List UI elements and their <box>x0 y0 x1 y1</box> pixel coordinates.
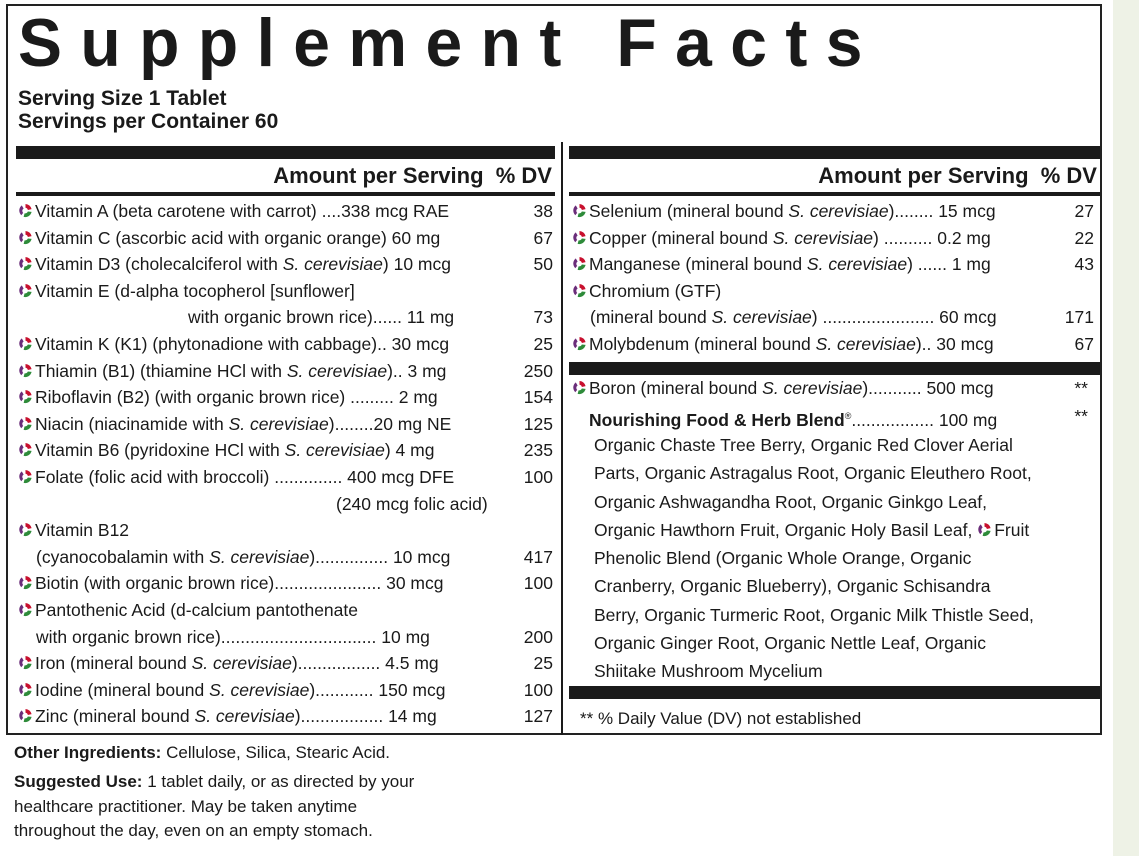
left-header-rule <box>16 192 555 196</box>
whole-food-mark-icon <box>18 363 33 378</box>
whole-food-mark-icon <box>18 708 33 723</box>
nutrient-text: Vitamin C (ascorbic acid with organic orange) 60 mg <box>35 227 441 248</box>
panel-title: Supplement Facts <box>18 5 881 81</box>
blend-ingredient-line <box>594 601 1104 629</box>
nutrient-dv: 171 <box>1064 307 1094 328</box>
nutrient-text: Folate (folic acid with broccoli) .............. 400 mcg DFE <box>35 467 455 487</box>
whole-food-mark-icon <box>572 230 587 245</box>
right-bottom-rule <box>569 686 1100 699</box>
nutrient-row <box>572 199 1094 223</box>
whole-food-mark-icon <box>977 522 992 537</box>
nutrient-row <box>572 252 1094 276</box>
blend-name: Nourishing Food & Herb Blend <box>589 409 845 430</box>
right-header <box>569 162 1097 190</box>
nutrient-row <box>18 412 553 436</box>
nutrient-text: Vitamin K (K1) (phytonadione with cabbage).. 30 mcg <box>35 334 450 354</box>
nutrient-row <box>18 385 553 409</box>
blend-ingredient-line <box>594 431 1104 459</box>
suggested-use-line-2: healthcare practitioner. May be taken anytime <box>14 797 358 816</box>
nutrient-text: Vitamin E (d-alpha tocopherol [sunflower] <box>35 280 355 301</box>
left-thick-rule <box>16 146 555 159</box>
fruit-word: Fruit <box>994 519 1030 540</box>
right-header-amount: Amount per Serving <box>818 163 1029 188</box>
boron-row <box>572 376 1092 400</box>
nutrient-dv: 100 <box>523 467 553 487</box>
whole-food-mark-icon <box>572 256 587 271</box>
blend-ingredient-line <box>594 629 1104 657</box>
nutrient-dv: 67 <box>533 227 553 248</box>
nutrient-row <box>18 226 553 250</box>
nutrient-dv: 38 <box>533 201 553 221</box>
blend-line-text: Cranberry, Organic Blueberry), Organic Schisandra <box>594 576 991 597</box>
whole-food-mark-icon <box>18 203 33 218</box>
whole-food-mark-icon <box>572 380 587 395</box>
nutrient-text: Thiamin (B1) (thiamine HCl with S. cerevisiae).. 3 mg <box>35 360 447 381</box>
nutrient-row <box>18 571 553 595</box>
column-divider <box>561 142 563 735</box>
blend-ingredient-line <box>594 459 1104 487</box>
nutrient-text: Niacin (niacinamide with S. cerevisiae)........20 mg NE <box>35 413 452 434</box>
nutrient-dv: 73 <box>533 307 553 328</box>
nutrient-row <box>18 252 553 276</box>
nutrient-row <box>590 305 1094 329</box>
serving-size: Serving Size 1 Tablet <box>18 87 227 110</box>
other-ingredients <box>14 741 390 764</box>
nutrient-row <box>18 332 553 356</box>
nutrient-dv: 417 <box>523 546 553 567</box>
nutrient-row <box>336 492 553 516</box>
whole-food-mark-icon <box>18 522 33 537</box>
nutrient-text: Vitamin D3 (cholecalciferol with S. cerevisiae) 10 mcg <box>35 254 451 275</box>
nutrient-text: Chromium (GTF) <box>589 280 722 301</box>
nutrient-text: Molybdenum (mineral bound S. cerevisiae).. 30 mcg <box>589 334 994 354</box>
nutrient-row <box>18 651 553 675</box>
nutrient-text: Copper (mineral bound S. cerevisiae) .......... 0.2 mg <box>589 227 991 248</box>
nutrient-dv: 235 <box>523 440 553 461</box>
nutrient-row <box>18 279 553 303</box>
nutrient-text: Vitamin B6 (pyridoxine HCl with S. cerevisiae) 4 mg <box>35 440 435 461</box>
blend-ingredient-line <box>594 572 1104 600</box>
suggested-use-label: Suggested Use: <box>14 772 143 791</box>
blend-row: Nourishing Food & Herb Blend®................. 100 mg ** <box>589 406 1088 430</box>
nutrient-text: Vitamin B12 <box>35 520 130 541</box>
other-ingredients-text: Cellulose, Silica, Stearic Acid. <box>166 743 391 762</box>
suggested-use-line-3: throughout the day, even on an empty stomach. <box>14 821 373 840</box>
whole-food-mark-icon <box>572 283 587 298</box>
nutrient-text: (mineral bound S. cerevisiae) ....................... 60 mcg <box>590 307 997 328</box>
nutrient-dv: 27 <box>1074 201 1094 221</box>
nutrient-row <box>572 226 1094 250</box>
suggested-use-text-1: 1 tablet daily, or as directed by your <box>147 772 415 791</box>
nutrient-row <box>18 704 553 728</box>
nutrient-dv: 154 <box>523 387 553 408</box>
right-header-rule <box>569 192 1100 196</box>
nutrient-row <box>36 545 553 569</box>
whole-food-mark-icon <box>18 655 33 670</box>
nutrient-text: Iodine (mineral bound S. cerevisiae)............ 150 mcg <box>35 679 446 700</box>
servings-per-container: Servings per Container 60 <box>18 110 279 133</box>
nutrient-row <box>18 598 553 622</box>
nutrient-dv: 100 <box>523 573 553 594</box>
right-mid-rule <box>569 362 1100 375</box>
whole-food-mark-icon <box>18 336 33 351</box>
left-header <box>16 162 552 190</box>
nutrient-text: Riboflavin (B2) (with organic brown rice) ......... 2 mg <box>35 387 438 408</box>
blend-line-text: Berry, Organic Turmeric Root, Organic Milk Thistle Seed, <box>594 604 1034 625</box>
whole-food-mark-icon <box>18 442 33 457</box>
blend-ingredient-line <box>594 657 1104 685</box>
blend-line-text: Organic Hawthorn Fruit, Organic Holy Basil Leaf, <box>594 519 973 540</box>
nutrient-dv: 250 <box>523 360 553 381</box>
whole-food-mark-icon <box>18 602 33 617</box>
whole-food-mark-icon <box>18 682 33 697</box>
nutrient-row <box>18 438 553 462</box>
whole-food-mark-icon <box>572 203 587 218</box>
nutrient-dv: 50 <box>533 254 553 275</box>
blend-dv: ** <box>1074 406 1088 426</box>
nutrient-dv: 67 <box>1074 334 1094 354</box>
nutrient-text: Selenium (mineral bound S. cerevisiae)........ 15 mcg <box>589 201 996 221</box>
nutrient-row <box>18 465 553 489</box>
whole-food-mark-icon <box>18 416 33 431</box>
nutrient-text: Zinc (mineral bound S. cerevisiae)................. 14 mg <box>35 706 437 727</box>
whole-food-mark-icon <box>18 230 33 245</box>
blend-line-text: Parts, Organic Astragalus Root, Organic Eleuthero Root, <box>594 463 1032 484</box>
nutrient-row <box>18 199 553 223</box>
left-header-dv: % DV <box>495 163 552 188</box>
nutrient-row <box>572 332 1094 356</box>
blend-line-text: Phenolic Blend (Organic Whole Orange, Organic <box>594 548 972 569</box>
nutrient-row <box>572 279 1094 303</box>
nutrient-dv: 43 <box>1074 254 1094 275</box>
blend-ingredient-line <box>594 488 1104 516</box>
nutrient-text: Manganese (mineral bound S. cerevisiae) ...... 1 mg <box>589 254 991 275</box>
blend-ingredient-line <box>594 516 1104 544</box>
whole-food-mark-icon <box>18 389 33 404</box>
blend-amount: ................. 100 mg <box>851 409 998 430</box>
whole-food-mark-icon <box>572 336 587 351</box>
nutrient-text: with organic brown rice)...... 11 mg <box>188 307 455 328</box>
left-header-amount: Amount per Serving <box>273 163 484 188</box>
nutrient-dv: 22 <box>1074 227 1094 248</box>
nutrient-dv: 125 <box>523 413 553 434</box>
nutrient-dv: 25 <box>533 653 553 674</box>
whole-food-mark-icon <box>18 283 33 298</box>
blend-line-text: Shiitake Mushroom Mycelium <box>594 661 823 682</box>
nutrient-dv: 200 <box>523 626 553 647</box>
nutrient-row <box>18 359 553 383</box>
whole-food-mark-icon <box>18 469 33 484</box>
blend-line-text: Organic Chaste Tree Berry, Organic Red Clover Aerial <box>594 435 1013 455</box>
suggested-use-line-1 <box>14 770 414 793</box>
nutrient-text: Biotin (with organic brown rice)...................... 30 mcg <box>35 573 444 594</box>
blend-ingredient-line <box>594 544 1104 572</box>
nutrient-text: Pantothenic Acid (d-calcium pantothenate <box>35 600 358 620</box>
blend-line-text: Organic Ginger Root, Organic Nettle Leaf, Organic <box>594 633 986 654</box>
nutrient-row <box>18 678 553 702</box>
blend-ingredients <box>594 431 1104 686</box>
nutrient-text: Iron (mineral bound S. cerevisiae)................. 4.5 mg <box>35 653 439 674</box>
nutrient-text: with organic brown rice)................................ 10 mg <box>36 626 430 647</box>
nutrient-row <box>36 625 553 649</box>
boron-text: Boron (mineral bound S. cerevisiae)........... 500 mcg <box>589 378 994 398</box>
other-ingredients-label: Other Ingredients: <box>14 743 162 762</box>
nutrient-dv: 100 <box>523 679 553 700</box>
boron-dv: ** <box>1074 378 1088 398</box>
nutrient-dv: 127 <box>523 706 553 727</box>
whole-food-mark-icon <box>18 256 33 271</box>
right-header-dv: % DV <box>1040 163 1097 188</box>
blend-line-text: Organic Ashwagandha Root, Organic Ginkgo Leaf, <box>594 491 988 512</box>
whole-food-mark-icon <box>18 575 33 590</box>
nutrient-dv: 25 <box>533 334 553 354</box>
nutrient-text: (240 mcg folic acid) <box>336 493 488 514</box>
nutrient-row <box>188 305 553 329</box>
nutrient-text: (cyanocobalamin with S. cerevisiae)............... 10 mcg <box>36 546 451 567</box>
right-thick-rule <box>569 146 1100 159</box>
dv-footnote: ** % Daily Value (DV) not established <box>580 709 862 728</box>
nutrient-row <box>18 518 553 542</box>
nutrient-text: Vitamin A (beta carotene with carrot) ....338 mcg RAE <box>35 201 450 221</box>
